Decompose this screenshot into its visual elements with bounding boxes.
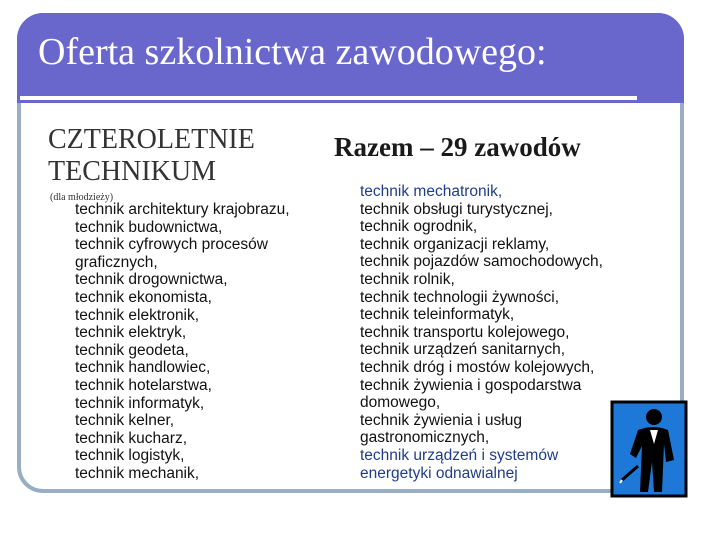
businessman-clipart-icon xyxy=(610,400,688,498)
right-heading: Razem – 29 zawodów xyxy=(334,132,581,162)
list-item: technik kucharz, xyxy=(75,429,187,447)
list-item: technik żywienia i usług xyxy=(360,411,522,429)
list-item: technik cyfrowych procesów xyxy=(75,236,268,254)
left-heading xyxy=(48,124,308,188)
list-item: technik drogownictwa, xyxy=(75,271,228,289)
list-item: technik hotelarstwa, xyxy=(75,376,212,394)
slide-title: Oferta szkolnictwa zawodowego: xyxy=(38,31,547,73)
list-item: technik kelner, xyxy=(75,412,175,430)
left-profession-list xyxy=(75,201,290,483)
list-item: technik geodeta, xyxy=(75,341,189,359)
list-item: technik pojazdów samochodowych, xyxy=(360,253,603,271)
list-item: technik rolnik, xyxy=(360,270,455,288)
left-heading-line2: TECHNIKUM xyxy=(48,156,216,187)
list-item: technik elektronik, xyxy=(75,306,200,324)
list-item: technik elektryk, xyxy=(75,324,187,342)
list-item: energetyki odnawialnej xyxy=(360,464,518,482)
list-item: technik architektury krajobrazu, xyxy=(75,201,290,218)
list-item: technik ekonomista, xyxy=(75,288,212,306)
list-item: technik dróg i mostów kolejowych, xyxy=(360,358,595,376)
list-item: technik transportu kolejowego, xyxy=(360,323,570,341)
list-item: technik mechanik, xyxy=(75,464,200,482)
audience-note: (dla młodzieży) xyxy=(50,192,114,203)
list-item: technik handlowiec, xyxy=(75,359,211,377)
list-item: technik teleinformatyk, xyxy=(360,306,515,324)
list-item: technik ogrodnik, xyxy=(360,218,478,236)
list-item: technik organizacji reklamy, xyxy=(360,235,550,253)
list-item: technik urządzeń sanitarnych, xyxy=(360,341,566,359)
list-item: technik informatyk, xyxy=(75,394,205,412)
right-profession-list xyxy=(360,183,603,482)
list-item: technik urządzeń i systemów xyxy=(360,446,559,464)
list-item: graficznych, xyxy=(75,253,158,271)
title-divider xyxy=(20,96,637,100)
list-item: gastronomicznych, xyxy=(360,429,490,447)
list-item: technik żywienia i gospodarstwa xyxy=(360,376,582,394)
list-item: technik logistyk, xyxy=(75,447,185,465)
list-item: technik technologii żywności, xyxy=(360,288,560,306)
left-heading-line1: CZTEROLETNIE xyxy=(48,124,255,155)
list-item: technik mechatronik, xyxy=(360,183,503,200)
list-item: technik obsługi turystycznej, xyxy=(360,200,553,218)
list-item: technik budownictwa, xyxy=(75,218,223,236)
list-item: domowego, xyxy=(360,394,441,412)
